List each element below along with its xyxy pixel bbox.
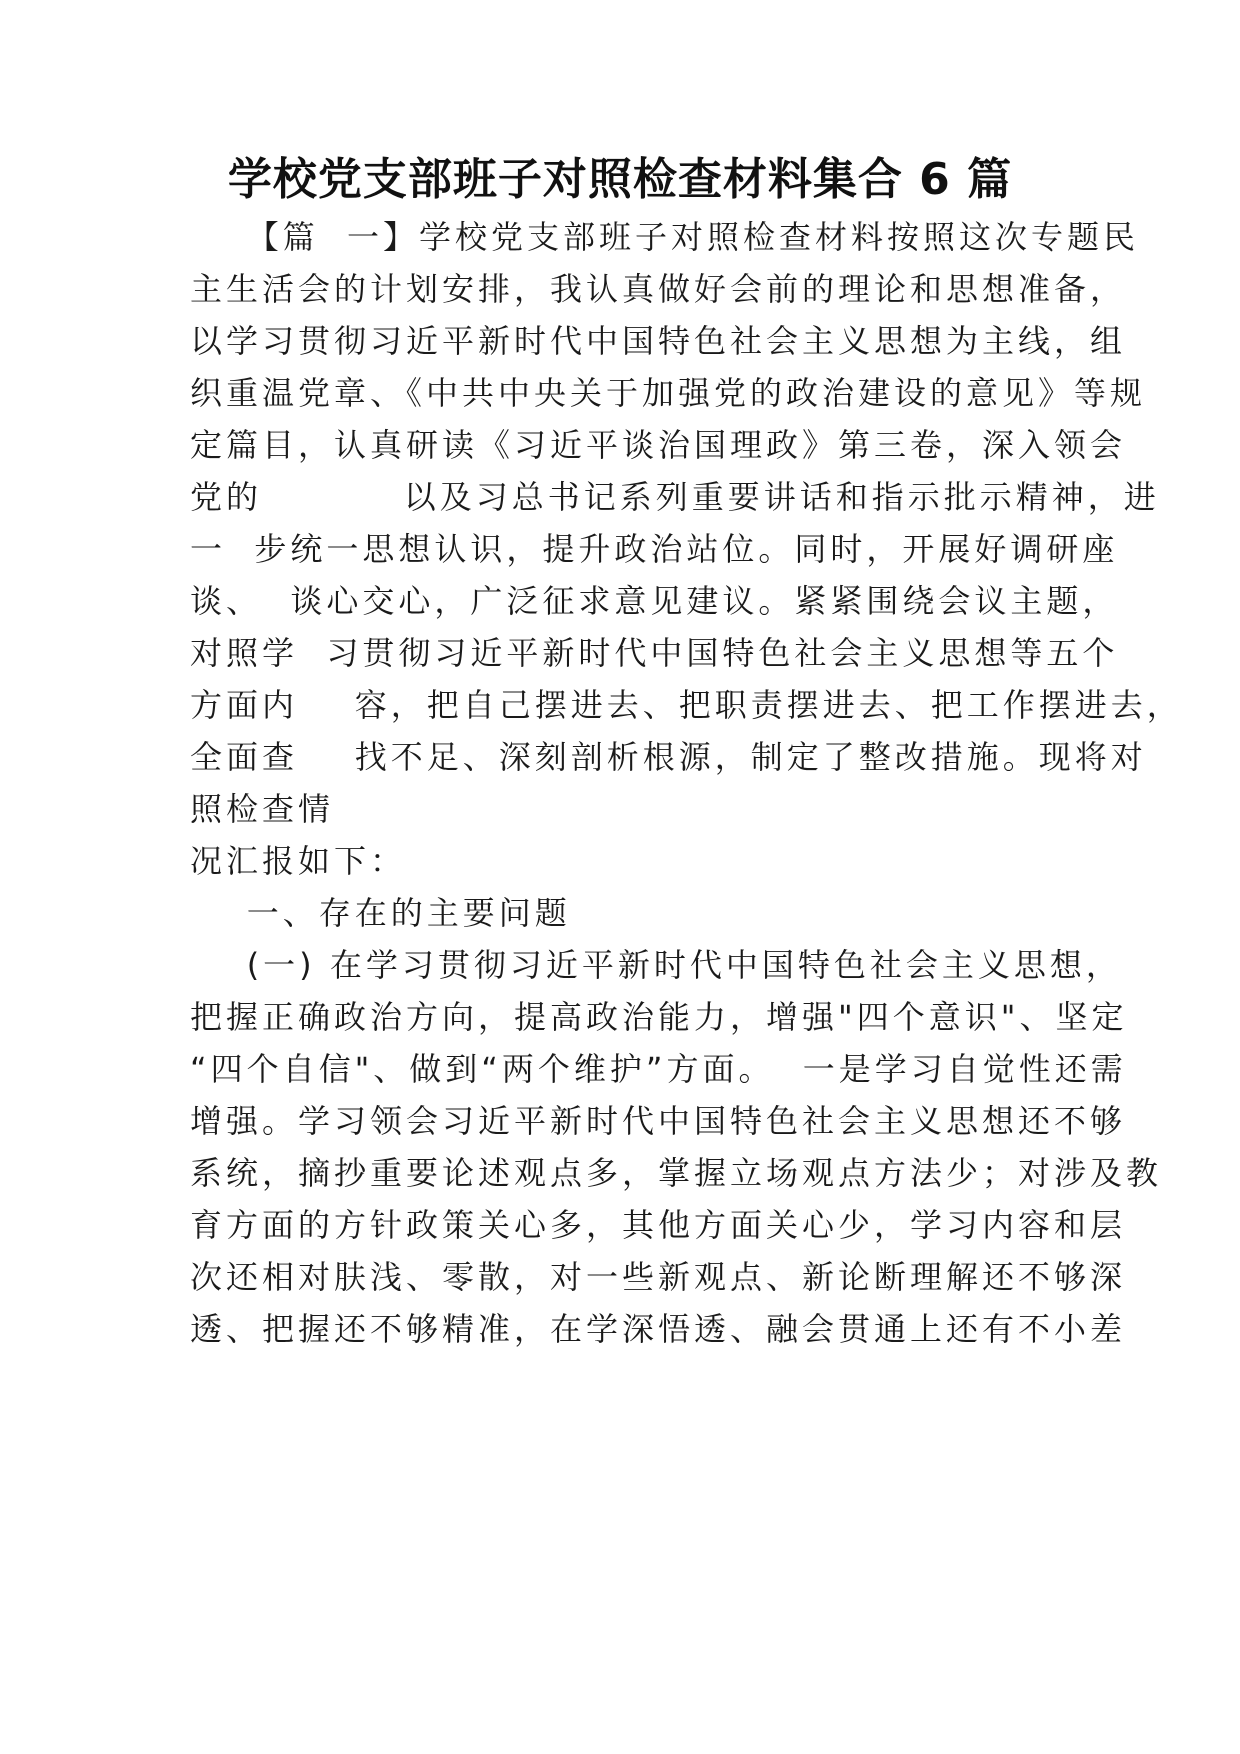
paragraph-line: 方面内 容，把自己摆进去、把职责摆进去、把工作摆进去，: [190, 686, 1183, 724]
document-title: 学校党支部班子对照检查材料集合 6 篇: [227, 154, 1013, 205]
paragraph-line: 次还相对肤浅、零散，对一些新观点、新论断理解还不够深: [190, 1258, 1127, 1296]
paragraph-line: 织重温党章、《中共中央关于加强党的政治建设的意见》等规: [190, 374, 1147, 412]
paragraph-line: 【篇 一】学校党支部班子对照检查材料按照这次专题民: [190, 218, 1140, 256]
paragraph-line: “四个自信"、做到“两个维护”方面。 一是学习自觉性还需: [190, 1050, 1127, 1088]
paragraph-line: 照检查情: [190, 790, 335, 828]
paragraph-line: 定篇目，认真研读《习近平谈治国理政》第三卷，深入领会: [190, 426, 1127, 464]
paragraph-line: 谈、 谈心交心，广泛征求意见建议。紧紧围绕会议主题，: [190, 582, 1119, 620]
paragraph-line: 以学习贯彻习近平新时代中国特色社会主义思想为主线，组: [190, 322, 1127, 360]
paragraph-line: 增强。学习领会习近平新时代中国特色社会主义思想还不够: [190, 1102, 1127, 1140]
paragraph-line: 系统，摘抄重要论述观点多，掌握立场观点方法少；对涉及教: [190, 1154, 1163, 1192]
paragraph-line: 透、把握还不够精准，在学深悟透、融会贯通上还有不小差: [190, 1310, 1127, 1348]
paragraph-line: 主生活会的计划安排，我认真做好会前的理论和思想准备，: [190, 270, 1127, 308]
paragraph-line: 把握正确政治方向，提高政治能力，增强"四个意识"、坚定: [190, 998, 1128, 1036]
paragraph-line: 一 步统一思想认识，提升政治站位。同时，开展好调研座: [190, 530, 1119, 568]
paragraph-line: 育方面的方针政策关心多，其他方面关心少，学习内容和层: [190, 1206, 1127, 1244]
paragraph-line: 对照学 习贯彻习近平新时代中国特色社会主义思想等五个: [190, 634, 1119, 672]
paragraph-line: 全面查 找不足、深刻剖析根源，制定了整改措施。现将对: [190, 738, 1147, 776]
paragraph-line: (一) 在学习贯彻习近平新时代中国特色社会主义思想，: [190, 946, 1122, 984]
paragraph-line: 况汇报如下：: [190, 842, 407, 880]
section-heading: 一、存在的主要问题: [190, 894, 571, 932]
paragraph-line: 党的 以及习总书记系列重要讲话和指示批示精神，进: [190, 478, 1160, 516]
